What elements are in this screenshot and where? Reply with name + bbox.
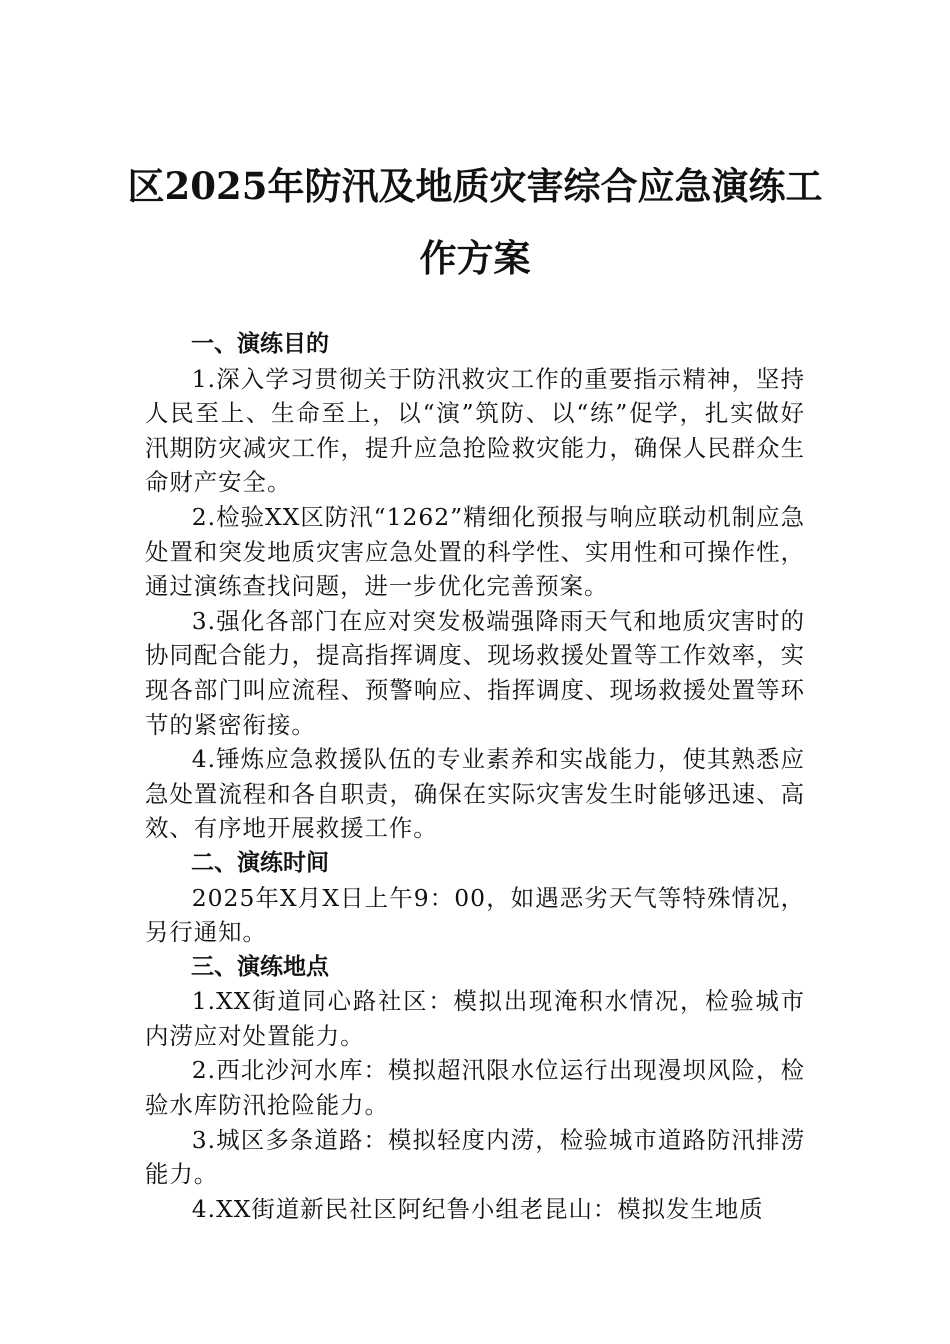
paragraph: 4.锤炼应急救援队伍的专业素养和实战能力，使其熟悉应急处置流程和各自职责，确保在实际灾害发生时能够迅速、高效、有序地开展救援工作。 [145, 745, 805, 843]
section-heading-location: 三、演练地点 [191, 953, 329, 980]
section-heading-purpose: 一、演练目的 [191, 331, 329, 357]
paragraph: 1.XX街道同心路社区：模拟出现淹积水情况，检验城市内涝应对处置能力。 [145, 987, 805, 1050]
paragraph: 2.检验XX区防汛“1262”精细化预报与响应联动机制应急处置和突发地质灾害应急处置的科学性、实用性和可操作性，通过演练查找问题，进一步优化完善预案。 [145, 502, 805, 601]
document-body [145, 327, 805, 1226]
paragraph: 2025年X月X日上午9：00，如遇恶劣天气等特殊情况，另行通知。 [145, 883, 805, 947]
document-title: 区2025年防汛及地质灾害综合应急演练工作方案 [127, 164, 823, 280]
paragraph: 3.强化各部门在应对突发极端强降雨天气和地质灾害时的协同配合能力，提高指挥调度、现场救援处置等工作效率，实现各部门叫应流程、预警响应、指挥调度、现场救援处置等环节的紧密衔接。 [145, 606, 805, 739]
paragraph: 3.城区多条道路：模拟轻度内涝，检验城市道路防汛排涝能力。 [145, 1125, 805, 1189]
paragraph: 1.深入学习贯彻关于防汛救灾工作的重要指示精神，坚持人民至上、生命至上，以“演”筑防、以“练”促学，扎实做好汛期防灾减灾工作，提升应急抢险救灾能力，确保人民群众生命财产安全。 [145, 364, 805, 497]
paragraph: 2.西北沙河水库：模拟超汛限水位运行出现漫坝风险，检验水库防汛抢险能力。 [145, 1056, 805, 1120]
paragraph: 4.XX街道新民社区阿纪鲁小组老昆山：模拟发生地质 [191, 1194, 764, 1223]
section-heading-time: 二、演练时间 [191, 849, 329, 876]
